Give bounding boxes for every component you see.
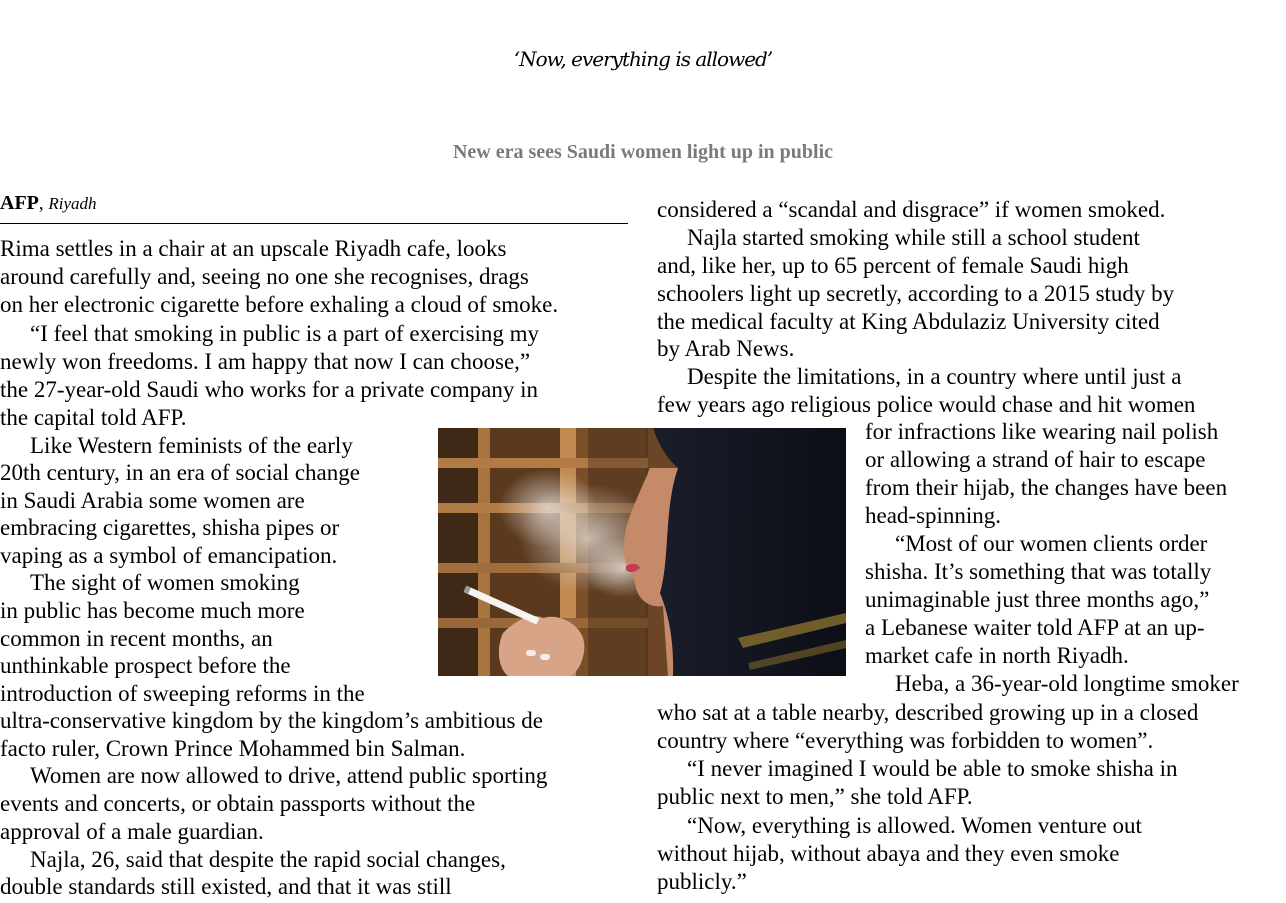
body-line: from their hijab, the changes have been [865, 475, 1228, 500]
body-line: Heba, a 36-year-old longtime smoker [895, 671, 1239, 696]
headline: ‘Now, everything is allowed’ [513, 47, 773, 71]
byline-city: Riyadh [48, 194, 97, 213]
body-line: few years ago religious police would chase and hit women [657, 392, 1196, 417]
body-line: Rima settles in a chair at an upscale Riyadh cafe, looks [0, 236, 507, 261]
body-line: on her electronic cigarette before exhaling a cloud of smoke. [0, 292, 559, 317]
body-line: events and concerts, or obtain passports without the [0, 791, 476, 816]
body-line: a Lebanese waiter told AFP at an up- [865, 615, 1205, 640]
body-line: 20th century, in an era of social change [0, 460, 360, 485]
body-line: “I feel that smoking in public is a part of exercising my [30, 321, 540, 346]
body-line: by Arab News. [657, 336, 795, 361]
body-line: Despite the limitations, in a country where until just a [687, 364, 1182, 389]
body-line: schoolers light up secretly, according to a 2015 study by [657, 281, 1175, 306]
body-line: in public has become much more [0, 598, 305, 623]
body-line: common in recent months, an [0, 626, 273, 651]
body-line: Najla started smoking while still a school student [687, 225, 1140, 250]
subheadline: New era sees Saudi women light up in public [452, 141, 834, 163]
body-line: and, like her, up to 65 percent of female Saudi high [657, 253, 1129, 278]
body-line: considered a “scandal and disgrace” if women smoked. [657, 197, 1166, 222]
body-line: approval of a male guardian. [0, 819, 264, 844]
body-line: Najla, 26, said that despite the rapid social changes, [30, 847, 506, 872]
body-line: newly won freedoms. I am happy that now I can choose,” [0, 349, 531, 374]
byline [0, 190, 628, 216]
body-line: unthinkable prospect before the [0, 653, 291, 678]
body-line: introduction of sweeping reforms in the [0, 681, 365, 706]
body-line: shisha. It’s something that was totally [865, 559, 1212, 584]
body-line: public next to men,” she told AFP. [657, 784, 973, 809]
byline-rule [0, 223, 628, 224]
body-line: The sight of women smoking [30, 570, 300, 595]
body-line: head-spinning. [865, 503, 1002, 528]
body-line: vaping as a symbol of emancipation. [0, 543, 338, 568]
body-line: the 27-year-old Saudi who works for a private company in [0, 377, 538, 402]
body-line: “I never imagined I would be able to smoke shisha in [687, 756, 1178, 781]
body-line: who sat at a table nearby, described growing up in a closed [657, 700, 1199, 725]
byline-separator: , [38, 193, 49, 214]
body-line: double standards still existed, and that it was still [0, 874, 452, 899]
body-line: without hijab, without abaya and they even smoke [657, 841, 1120, 866]
body-line: Women are now allowed to drive, attend public sporting [30, 763, 548, 788]
body-line: “Now, everything is allowed. Women venture out [687, 813, 1142, 838]
byline-agency: AFP [0, 192, 39, 214]
body-line: the capital told AFP. [0, 405, 187, 430]
body-line: facto ruler, Crown Prince Mohammed bin Salman. [0, 736, 466, 761]
body-line: the medical faculty at King Abdulaziz University cited [657, 309, 1160, 334]
body-line: or allowing a strand of hair to escape [865, 447, 1206, 472]
body-line: unimaginable just three months ago,” [865, 587, 1210, 612]
body-line: embracing cigarettes, shisha pipes or [0, 515, 340, 540]
body-line: country where “everything was forbidden to women”. [657, 728, 1154, 753]
body-line: publicly.” [657, 869, 747, 894]
body-line: market cafe in north Riyadh. [865, 643, 1129, 668]
body-line: around carefully and, seeing no one she recognises, drags [0, 264, 529, 289]
body-line: “Most of our women clients order [895, 531, 1208, 556]
body-line: for infractions like wearing nail polish [865, 419, 1219, 444]
article-photo [438, 428, 846, 676]
body-line: ultra-conservative kingdom by the kingdom’s ambitious de [0, 708, 543, 733]
body-line: Like Western feminists of the early [30, 433, 353, 458]
body-line: in Saudi Arabia some women are [0, 488, 305, 513]
